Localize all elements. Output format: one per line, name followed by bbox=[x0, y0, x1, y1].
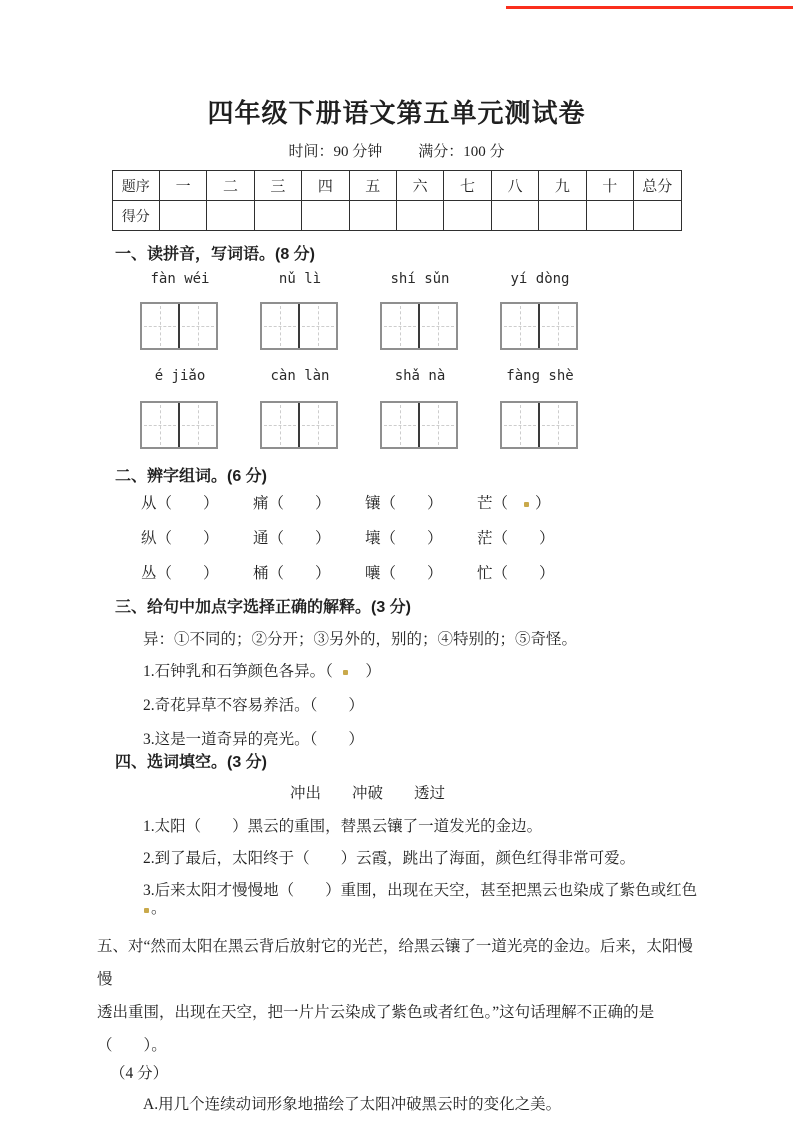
column-header: 一 bbox=[159, 171, 206, 201]
artifact-dot bbox=[343, 670, 348, 675]
confusable-item-mang-post: ） bbox=[535, 495, 551, 512]
pinyin-row bbox=[140, 367, 698, 385]
confusable-item: 通（ ） bbox=[253, 530, 331, 547]
pinyin-label: yí dòng bbox=[510, 271, 570, 287]
score-cell-empty bbox=[633, 201, 681, 231]
score-cell-empty bbox=[396, 201, 443, 231]
paper-meta bbox=[0, 142, 793, 162]
confusable-item: 丛（ ） bbox=[141, 565, 219, 582]
artifact-dot bbox=[144, 908, 149, 913]
section3-item-2: 2.奇花异草不容易养活。（ ） bbox=[143, 697, 364, 714]
score-cell-empty bbox=[254, 201, 301, 231]
section4-heading: 四、选词填空。(3 分) bbox=[115, 754, 268, 771]
confusable-row bbox=[141, 565, 698, 583]
section1-heading: 一、读拼音，写词语。(8 分) bbox=[115, 246, 316, 263]
writing-grid bbox=[500, 302, 578, 350]
writing-grid bbox=[380, 302, 458, 350]
red-line-artifact bbox=[506, 6, 793, 9]
full-score-label: 满分：100 分 bbox=[418, 144, 505, 160]
column-header: 二 bbox=[207, 171, 254, 201]
writing-grid bbox=[140, 401, 218, 449]
confusable-item-mang-pre: 芒（ bbox=[477, 495, 509, 512]
score-cell-empty bbox=[586, 201, 633, 231]
writing-grid bbox=[260, 401, 338, 449]
pinyin-row bbox=[140, 270, 698, 288]
section5-score-label: （4 分） bbox=[110, 1065, 169, 1082]
confusable-item-mang bbox=[477, 495, 589, 513]
confusable-row bbox=[141, 530, 698, 548]
pinyin-label: fàng shè bbox=[506, 368, 574, 384]
section5-line-1: 五、对“然而太阳在黑云背后放射它的光芒，给黑云镶了一道光亮的金边。后来，太阳慢慢 bbox=[97, 938, 693, 988]
column-header: 六 bbox=[396, 171, 443, 201]
confusable-item: 壤（ ） bbox=[365, 530, 443, 547]
section3-heading: 三、给句中加点字选择正确的解释。(3 分) bbox=[115, 599, 412, 616]
writing-grid bbox=[260, 302, 338, 350]
pinyin-label: nǔ lì bbox=[278, 271, 322, 287]
artifact-dot bbox=[524, 502, 529, 507]
pinyin-label: é jiǎo bbox=[154, 368, 206, 384]
confusable-row bbox=[141, 495, 698, 513]
confusable-item: 镶（ ） bbox=[365, 495, 443, 512]
score-table-header-row bbox=[112, 171, 681, 201]
column-header: 七 bbox=[444, 171, 491, 201]
score-cell-empty bbox=[349, 201, 396, 231]
score-cell-empty bbox=[539, 201, 586, 231]
column-header: 十 bbox=[586, 171, 633, 201]
time-label: 时间：90 分钟 bbox=[288, 144, 383, 160]
section4-item-2: 2.到了最后，太阳终于（ ）云霞，跳出了海面，颜色红得非常可爱。 bbox=[143, 850, 636, 867]
confusable-item: 从（ ） bbox=[141, 495, 219, 512]
confusable-item: 茫（ ） bbox=[477, 530, 555, 547]
column-header: 四 bbox=[302, 171, 349, 201]
section2-heading: 二、辨字组词。(6 分) bbox=[115, 468, 268, 485]
column-header: 八 bbox=[491, 171, 538, 201]
column-header: 三 bbox=[254, 171, 301, 201]
section3-item-1 bbox=[143, 663, 698, 681]
confusable-item: 痛（ ） bbox=[253, 495, 331, 512]
score-table bbox=[112, 170, 682, 231]
pinyin-label: shǎ nà bbox=[394, 368, 446, 384]
section3-item-1-post: ） bbox=[349, 663, 381, 680]
section3-item-3: 3.这是一道奇异的亮光。（ ） bbox=[143, 731, 364, 748]
score-cell-empty bbox=[159, 201, 206, 231]
writing-grid bbox=[500, 401, 578, 449]
section4-item-3-post: 。 bbox=[151, 900, 167, 917]
pinyin-label: shí sǔn bbox=[390, 271, 450, 287]
writing-grid bbox=[380, 401, 458, 449]
confusable-item: 纵（ ） bbox=[141, 530, 219, 547]
column-header: 九 bbox=[539, 171, 586, 201]
word-bank: 冲出 冲破 透过 bbox=[289, 785, 445, 802]
score-cell-empty bbox=[444, 201, 491, 231]
column-header: 五 bbox=[349, 171, 396, 201]
section5-option-a: A.用几个连续动词形象地描绘了太阳冲破黑云时的变化之美。 bbox=[143, 1096, 562, 1113]
definition-line: 异：①不同的；②分开；③另外的，别的；④特别的；⑤奇怪。 bbox=[143, 631, 578, 648]
confusable-item: 嚷（ ） bbox=[365, 565, 443, 582]
pinyin-label: fàn wéi bbox=[150, 271, 210, 287]
confusable-item: 忙（ ） bbox=[477, 565, 555, 582]
section4-item-1: 1.太阳（ ）黑云的重围，替黑云镶了一道发光的金边。 bbox=[143, 818, 543, 835]
paper-content bbox=[0, 245, 793, 1114]
score-table-score-row bbox=[112, 201, 681, 231]
score-cell-empty bbox=[491, 201, 538, 231]
writing-grid-row bbox=[140, 401, 698, 452]
section4-item-3 bbox=[143, 882, 698, 918]
score-cell-empty bbox=[302, 201, 349, 231]
pinyin-label: càn làn bbox=[270, 368, 330, 384]
section5-paragraph bbox=[97, 930, 698, 1086]
writing-grid-row bbox=[140, 302, 698, 353]
column-header: 总分 bbox=[633, 171, 681, 201]
section4-item-3-pre: 3.后来太阳才慢慢地（ ）重围，出现在天空，甚至把黑云也染成了紫色或红色 bbox=[143, 882, 698, 899]
section5-line-2: 透出重围，出现在天空，把一片片云染成了紫色或者红色。”这句话理解不正确的是（ ）。 bbox=[97, 1004, 655, 1054]
score-label: 得分 bbox=[112, 201, 159, 231]
score-cell-empty bbox=[207, 201, 254, 231]
confusable-item: 桶（ ） bbox=[253, 565, 331, 582]
section3-item-1-pre: 1.石钟乳和石笋颜色各异。（ bbox=[143, 663, 333, 680]
page-title: 四年级下册语文第五单元测试卷 bbox=[207, 98, 586, 128]
writing-grid bbox=[140, 302, 218, 350]
question-order-label: 题序 bbox=[112, 171, 159, 201]
